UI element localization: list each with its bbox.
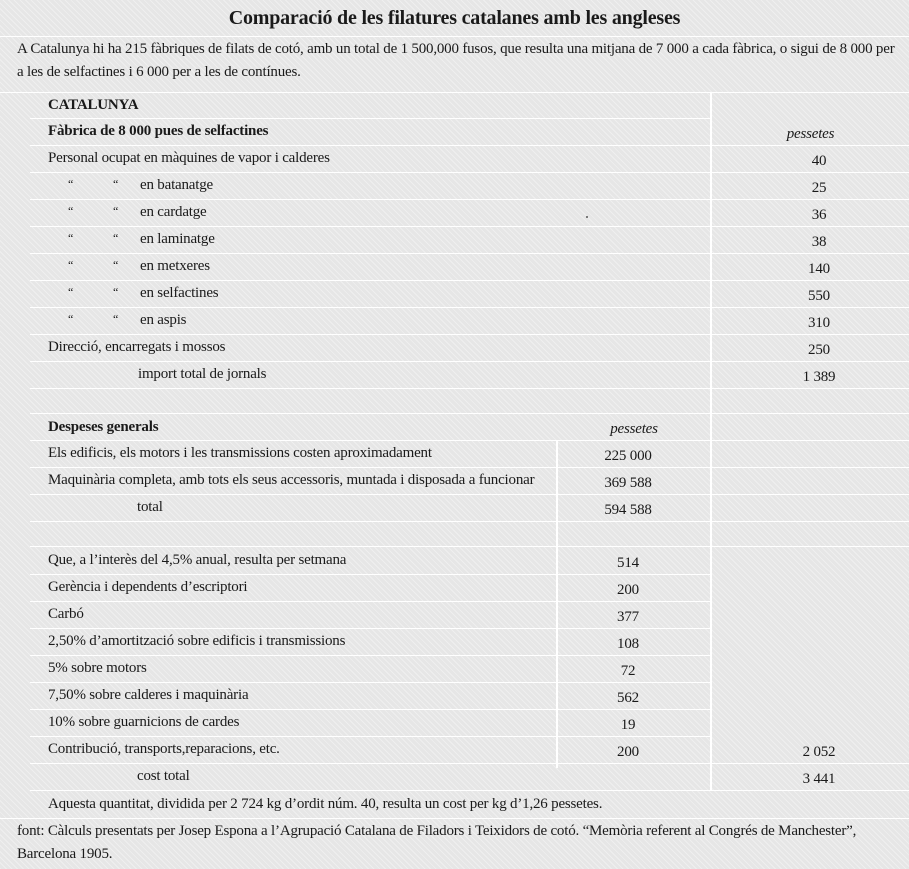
list-item-value: 40: [811, 153, 827, 169]
list-item: Maquinària completa, amb tots els seus accessoris, muntada i disposada a funcionar: [48, 472, 535, 488]
note: Aquesta quantitat, dividida per 2 724 kg d’ordit núm. 40, resulta un cost per kg d’1,26 pessetes.: [48, 796, 603, 812]
section-heading: CATALUNYA: [48, 97, 139, 113]
list-item: Els edificis, els motors i les transmissions costen aproximadament: [48, 445, 432, 461]
list-item-value: 250: [808, 342, 830, 358]
ditto-mark: “: [113, 285, 119, 299]
list-item-value: 140: [808, 261, 830, 277]
list-item: 5% sobre motors: [48, 660, 147, 676]
ditto-mark: “: [113, 177, 119, 191]
cost-total-value: 3 441: [802, 771, 836, 787]
source-note: font: Càlculs presentats per Josep Espona a l’Agrupació Catalana de Filadors i Teixidors de cotó. “Memòria referent al Congrés de Manchester”, Barcelona 1905.: [17, 823, 857, 862]
divider: [0, 818, 909, 819]
ditto-mark: “: [113, 258, 119, 272]
list-item-value: 310: [808, 315, 830, 331]
list-item-value: 514: [617, 555, 639, 571]
list-item: Gerència i dependents d’escriptori: [48, 579, 248, 595]
list-item-value: 19: [620, 717, 636, 733]
list-item-value: 108: [617, 636, 639, 652]
list-item-value: 225 000: [604, 448, 652, 464]
subtotal-value: 2 052: [802, 744, 836, 760]
list-item: Personal ocupat en màquines de vapor i calderes: [48, 150, 330, 166]
unit-label: pessetes: [786, 126, 835, 142]
list-item-value: 38: [811, 234, 827, 250]
list-item: Carbó: [48, 606, 84, 622]
divider: [0, 36, 909, 37]
list-item: 7,50% sobre calderes i maquinària: [48, 687, 249, 703]
ditto-mark: “: [113, 231, 119, 245]
list-item: Contribució, transports,reparacions, etc.: [48, 741, 280, 757]
row-divider: [30, 521, 909, 522]
list-item: en selfactines: [140, 285, 219, 301]
section-heading: Despeses generals: [48, 419, 159, 435]
ditto-mark: “: [68, 231, 74, 245]
ditto-mark: “: [68, 177, 74, 191]
despeses-total-value: 594 588: [604, 502, 652, 518]
ditto-mark: “: [68, 258, 74, 272]
list-item: 2,50% d’amortització sobre edificis i transmissions: [48, 633, 346, 649]
unit-label: pessetes: [610, 421, 658, 437]
list-item-value: 25: [811, 180, 827, 196]
list-item-value: 200: [617, 582, 639, 598]
list-item: Que, a l’interès del 4,5% anual, resulta per setmana: [48, 552, 347, 568]
import-total-value: 1 389: [802, 369, 836, 385]
list-item: en cardatge: [140, 204, 207, 220]
list-item-value: 369 588: [604, 475, 652, 491]
page-title: Comparació de les filatures catalanes amb les angleses: [228, 7, 681, 29]
list-item-value: 200: [617, 744, 639, 760]
row-divider: [30, 388, 909, 389]
list-item-value: 562: [617, 690, 639, 706]
list-item-value: 36: [811, 207, 827, 223]
speck: [586, 216, 588, 218]
list-item-value: 550: [808, 288, 830, 304]
intro-paragraph: A Catalunya hi ha 215 fàbriques de filats de cotó, amb un total de 1 500,000 fusos, que resulta una mitjana de 7 000 a cada fàbrica, o sigui de 8 000 per a les de selfactines i 6 000 per a les de contínues.: [17, 41, 895, 80]
row-divider: [30, 601, 710, 602]
ditto-mark: “: [113, 312, 119, 326]
ditto-mark: “: [68, 285, 74, 299]
list-item: en batanatge: [140, 177, 213, 193]
row-divider: [30, 413, 909, 414]
list-item: en laminatge: [140, 231, 215, 247]
list-item-value: 72: [620, 663, 636, 679]
list-item: en aspis: [140, 312, 187, 328]
list-item: Direcció, encarregats i mossos: [48, 339, 226, 355]
import-total-label: import total de jornals: [138, 366, 267, 382]
list-item: en metxeres: [140, 258, 210, 274]
ditto-mark: “: [113, 204, 119, 218]
cost-total-label: cost total: [137, 768, 190, 784]
subsection-heading: Fàbrica de 8 000 pues de selfactines: [48, 123, 269, 139]
despeses-total-label: total: [137, 499, 163, 515]
list-item-value: 377: [617, 609, 639, 625]
ditto-mark: “: [68, 312, 74, 326]
list-item: 10% sobre guarnicions de cardes: [48, 714, 240, 730]
ditto-mark: “: [68, 204, 74, 218]
